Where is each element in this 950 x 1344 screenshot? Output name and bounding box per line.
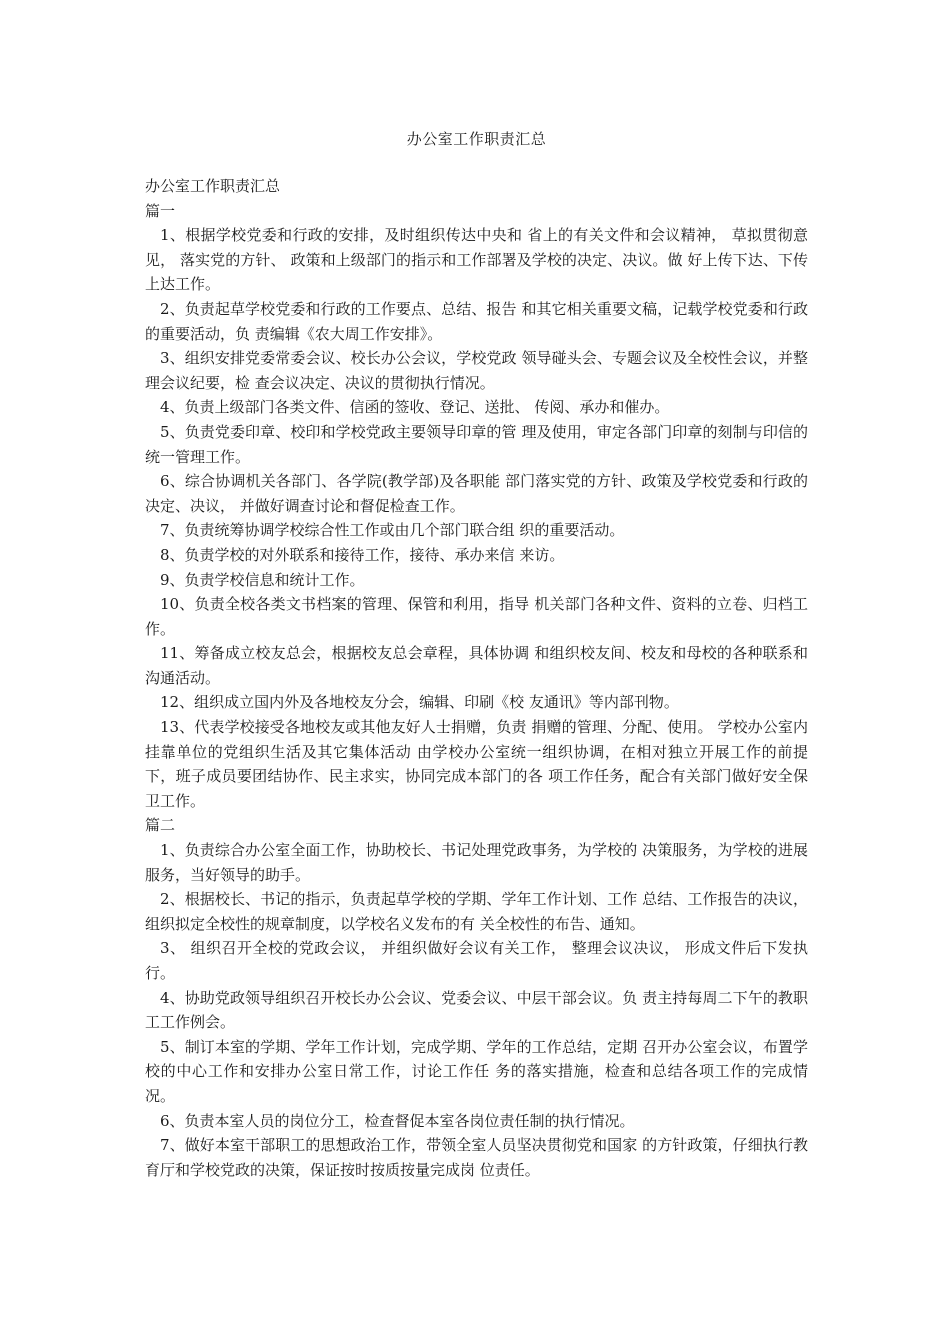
section-1-item-1: 1、根据学校党委和行政的安排，及时组织传达中央和 省上的有关文件和会议精神， 草拟贯彻意见， 落实党的方针、 政策和上级部门的指示和工作部署及学校的决定、决议。做 好上传下达、下传上达工作。 bbox=[145, 226, 808, 294]
document-body bbox=[145, 174, 808, 1182]
section-1-item-8: 8、负责学校的对外联系和接待工作，接待、承办来信 来访。 bbox=[160, 545, 565, 564]
section-1-item-11: 11、筹备成立校友总会，根据校友总会章程，具体协调 和组织校友间、校友和母校的各种联系和沟通活动。 bbox=[145, 644, 808, 687]
section-2-item-1: 1、负责综合办公室全面工作，协助校长、书记处理党政事务，为学校的 决策服务，为学校的进展服务，当好领导的助手。 bbox=[145, 841, 808, 884]
section-1-item-5: 5、负责党委印章、校印和学校党政主要领导印章的管 理及使用，审定各部门印章的刻制与印信的统一管理工作。 bbox=[145, 422, 808, 466]
section-2-item-3: 3、 组织召开全校的党政会议， 并组织做好会议有关工作， 整理会议决议， 形成文件后下发执行。 bbox=[145, 939, 808, 982]
section-1-item-3: 3、组织安排党委常委会议、校长办公会议，学校党政 领导碰头会、专题会议及全校性会议，并整理会议纪要，检 查会议决定、决议的贯彻执行情况。 bbox=[145, 349, 808, 392]
document-subtitle: 办公室工作职责汇总 bbox=[145, 177, 281, 195]
section-1-item-7: 7、负责统筹协调学校综合性工作或由几个部门联合组 织的重要活动。 bbox=[160, 521, 625, 540]
section-2-item-6: 6、负责本室人员的岗位分工，检查督促本室各岗位责任制的执行情况。 bbox=[160, 1111, 635, 1130]
section-2-item-2: 2、根据校长、书记的指示，负责起草学校的学期、学年工作计划、工作 总结、工作报告的决议，组织拟定全校性的规章制度，以学校名义发布的有 关全校性的布告、通知。 bbox=[145, 890, 808, 933]
section-1-heading: 篇一 bbox=[145, 201, 176, 220]
section-1-item-2: 2、负责起草学校党委和行政的工作要点、总结、报告 和其它相关重要文稿，记载学校党委和行政的重要活动，负 责编辑《农大周工作安排》。 bbox=[145, 299, 808, 343]
section-1-item-10: 10、负责全校各类文书档案的管理、保管和利用，指导 机关部门各种文件、资料的立卷、归档工作。 bbox=[145, 595, 808, 638]
section-2-item-4: 4、协助党政领导组织召开校长办公会议、党委会议、中层干部会议。负 责主持每周二下午的教职工工作例会。 bbox=[145, 988, 808, 1032]
document-title: 办公室工作职责汇总 bbox=[406, 130, 547, 148]
section-1-item-13: 13、代表学校接受各地校友或其他友好人士捐赠，负责 捐赠的管理、分配、使用。 学校办公室内挂靠单位的党组织生活及其它集体活动 由学校办公室统一组织协调，在相对独立开展工作的前提 下，班子成员要团结协作、民主求实，协同完成本部门的各 项工作任务，配合有关部门做好安全保卫工作。 bbox=[145, 718, 808, 810]
section-1-item-6: 6、综合协调机关各部门、各学院(教学部)及各职能 部门落实党的方针、政策及学校党委和行政的决定、决议， 并做好调查讨论和督促检查工作。 bbox=[145, 472, 808, 515]
section-2-item-7: 7、做好本室干部职工的思想政治工作，带领全室人员坚决贯彻党和国家 的方针政策，仔细执行教育厅和学校党政的决策，保证按时按质按量完成岗 位责任。 bbox=[145, 1136, 808, 1179]
section-1-item-9: 9、负责学校信息和统计工作。 bbox=[160, 570, 365, 589]
section-1-item-12: 12、组织成立国内外及各地校友分会，编辑、印刷《校 友通讯》等内部刊物。 bbox=[160, 693, 679, 712]
section-2-heading: 篇二 bbox=[145, 816, 176, 835]
section-1-item-4: 4、负责上级部门各类文件、信函的签收、登记、送批、 传阅、承办和催办。 bbox=[160, 398, 670, 417]
section-2-item-5: 5、制订本室的学期、学年工作计划，完成学期、学年的工作总结，定期 召开办公室会议，布置学校的中心工作和安排办公室日常工作，讨论工作任 务的落实措施，检查和总结各项工作的完成情况。 bbox=[145, 1037, 808, 1105]
